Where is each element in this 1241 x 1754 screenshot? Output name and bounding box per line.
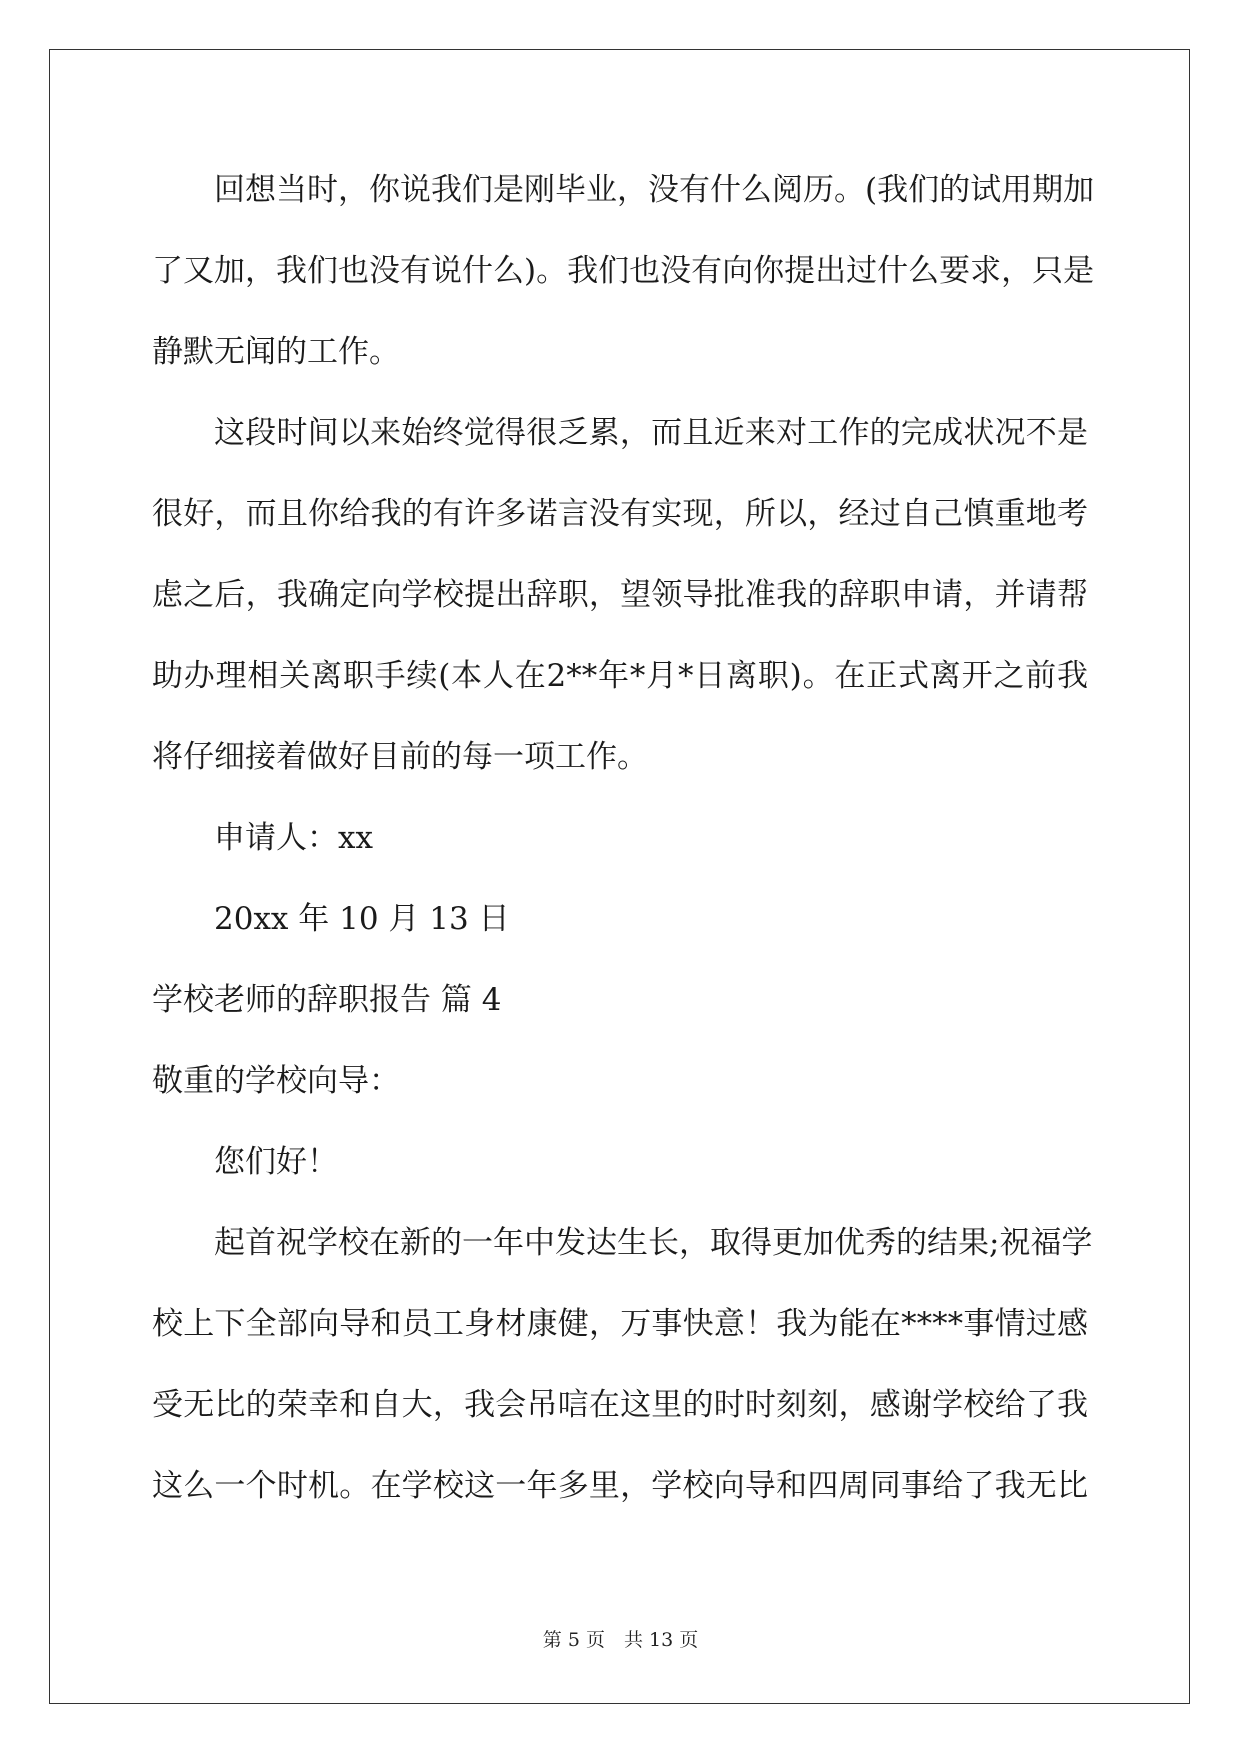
applicant-line: 申请人：xx [214,820,373,856]
document-body [152,150,1095,1527]
greeting: 您们好！ [214,1144,338,1180]
date-line: 20xx 年 10 月 13 日 [214,901,510,937]
salutation: 敬重的学校向导： [152,1063,400,1099]
paragraph-line: 起首祝学校在新的一年中发达生长，取得更加优秀的结果;祝福学 [214,1225,1093,1261]
section-heading: 学校老师的辞职报告 篇 4 [152,982,502,1018]
paragraph-line: 这么一个时机。在学校这一年多里，学校向导和四周同事给了我无比 [152,1468,1088,1504]
paragraph-line: 静默无闻的工作。 [152,334,400,370]
paragraph-line: 助办理相关离职手续(本人在2**年*月*日离职)。在正式离开之前我 [152,658,1088,694]
paragraph-line: 受无比的荣幸和自大，我会吊唁在这里的时时刻刻，感谢学校给了我 [152,1387,1088,1423]
paragraph-line: 将仔细接着做好目前的每一项工作。 [152,739,648,775]
paragraph-line: 这段时间以来始终觉得很乏累，而且近来对工作的完成状况不是 [214,415,1088,451]
paragraph-line: 虑之后，我确定向学校提出辞职，望领导批准我的辞职申请，并请帮 [152,577,1088,613]
page-number-footer: 第 5 页 共 13 页 [542,1629,699,1651]
paragraph-line: 校上下全部向导和员工身材康健，万事快意！我为能在****事情过感 [152,1306,1088,1342]
paragraph-line: 回想当时，你说我们是刚毕业，没有什么阅历。(我们的试用期加 [214,172,1095,208]
paragraph-line: 了又加，我们也没有说什么)。我们也没有向你提出过什么要求，只是 [152,253,1095,289]
paragraph-line: 很好，而且你给我的有许多诺言没有实现，所以，经过自己慎重地考 [152,496,1088,532]
